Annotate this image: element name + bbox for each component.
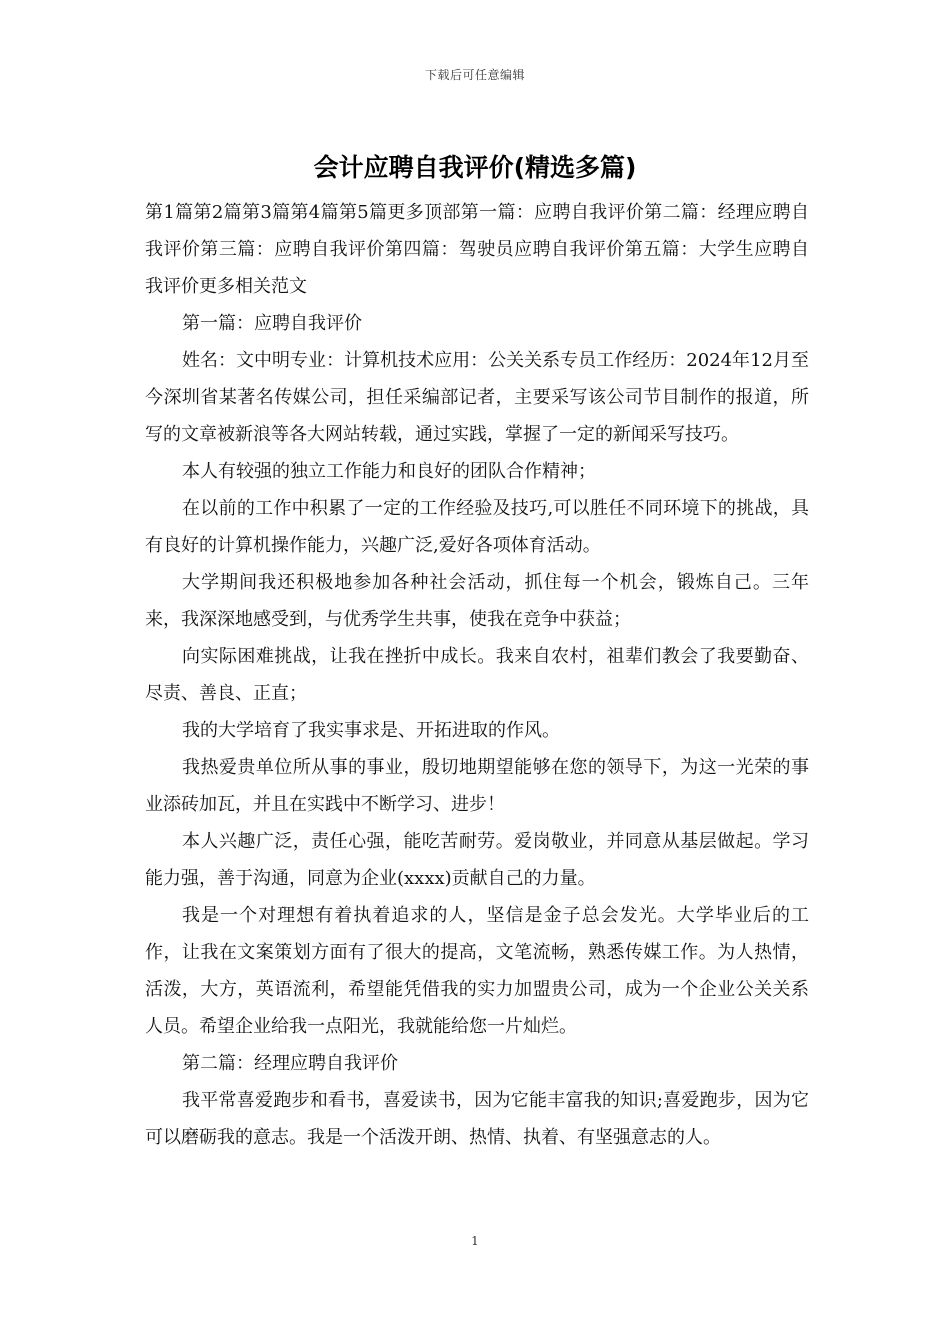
- body-paragraph: 本人兴趣广泛，责任心强，能吃苦耐劳。爱岗敬业，并同意从基层做起。学习能力强，善于沟通，同意为企业(xxxx)贡献自己的力量。: [145, 831, 809, 889]
- body-paragraph: 向实际困难挑战，让我在挫折中成长。我来自农村，祖辈们教会了我要勤奋、尽责、善良、正直；: [145, 646, 809, 704]
- document-title: 会计应聘自我评价(精选多篇): [313, 153, 637, 182]
- body-paragraph: 本人有较强的独立工作能力和良好的团队合作精神；: [182, 461, 596, 482]
- body-paragraph: 姓名：文中明专业：计算机技术应用：公关关系专员工作经历：2024年12月至今深圳省某著名传媒公司，担任采编部记者，主要采写该公司节目制作的报道，所写的文章被新浪等各大网站转载，通过实践，掌握了一定的新闻采写技巧。: [145, 350, 809, 445]
- document-body: [145, 194, 809, 1156]
- body-paragraph: 第二篇：经理应聘自我评价: [182, 1053, 398, 1074]
- body-paragraph: 大学期间我还积极地参加各种社会活动，抓住每一个机会，锻炼自己。三年来，我深深地感受到，与优秀学生共事，使我在竞争中获益；: [145, 572, 809, 630]
- body-paragraph: 第1篇第2篇第3篇第4篇第5篇更多顶部第一篇：应聘自我评价第二篇：经理应聘自我评价第三篇：应聘自我评价第四篇：驾驶员应聘自我评价第五篇：大学生应聘自我评价更多相关范文: [145, 202, 809, 297]
- body-paragraph: 我热爱贵单位所从事的事业，殷切地期望能够在您的领导下，为这一光荣的事业添砖加瓦，并且在实践中不断学习、进步！: [145, 757, 809, 815]
- body-paragraph: 在以前的工作中积累了一定的工作经验及技巧,可以胜任不同环境下的挑战，具有良好的计算机操作能力，兴趣广泛,爱好各项体育活动。: [145, 498, 809, 556]
- body-paragraph: 我是一个对理想有着执着追求的人，坚信是金子总会发光。大学毕业后的工作，让我在文案策划方面有了很大的提高，文笔流畅，熟悉传媒工作。为人热情，活泼，大方，英语流利，希望能凭借我的实力加盟贵公司，成为一个企业公关关系人员。希望企业给我一点阳光，我就能给您一片灿烂。: [145, 905, 809, 1037]
- page-number: 1: [471, 1234, 479, 1248]
- body-paragraph: 我平常喜爱跑步和看书，喜爱读书，因为它能丰富我的知识;喜爱跑步，因为它可以磨砺我的意志。我是一个活泼开朗、热情、执着、有坚强意志的人。: [145, 1090, 809, 1148]
- page-header-note: 下载后可任意编辑: [424, 68, 525, 82]
- body-paragraph: 我的大学培育了我实事求是、开拓进取的作风。: [182, 720, 560, 741]
- body-paragraph: 第一篇：应聘自我评价: [182, 313, 362, 334]
